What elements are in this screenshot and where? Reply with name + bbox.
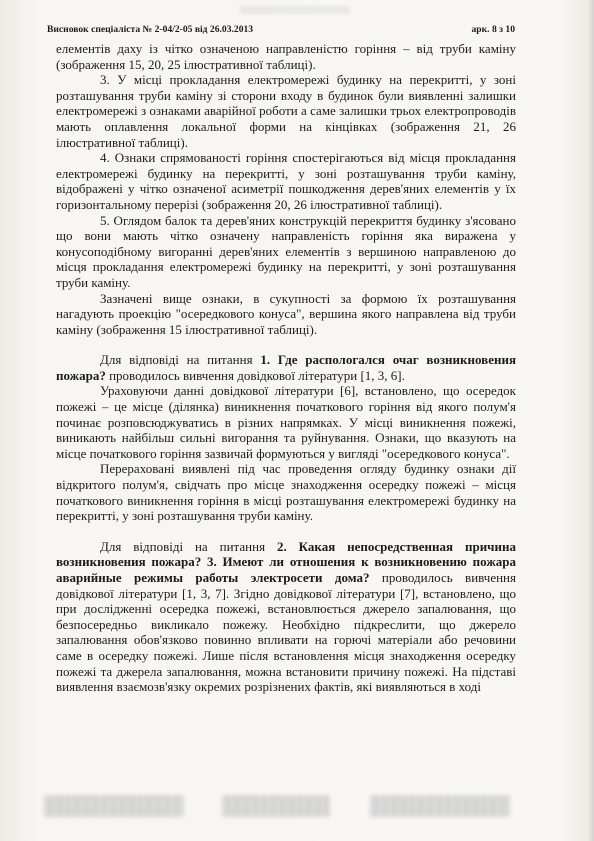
paragraph-summary: Зазначені вище ознаки, в сукупності за формою їх розташування нагадують проекцію "осередкового конуса", вершина якого направлена від труби каміну (зображення 15 ілюстративної таблиці). — [56, 290, 516, 337]
question-2-title: 2. Какая непосредственная причина возникновения пожара? 3. Имеют ли отношения к возникновению пожара аварийные режимы работы электросети дома? — [56, 538, 516, 585]
header-document-ref: Висновок спеціаліста № 2-04/2-05 від 26.03.2013 — [47, 24, 254, 35]
paragraph-conclusion-1: Перераховані виявлені під час проведення огляду будинку ознаки дії відкритого полум'я, свідчать про місце знаходження осередку пожежі – місця початкового виникнення горіння в місці розташування електромережі будинку на перекритті, у зоні розташування труби каміну. — [56, 461, 516, 524]
redacted-signature-center — [222, 795, 330, 817]
question-2-lead: Для відповіді на питання — [100, 538, 277, 554]
paragraph-definition: Ураховуючи данні довідкової літератури [6], встановлено, що осередок пожежі – це місце (ділянка) виникнення початкового горіння від якого полум'я починає розповсюджуватись в різних напрямках. У місці виникнення пожежі, виникають найбільш сильні вигорання та руйнування. Ознаки, що вказують на місце початкового горіння зазвичай формуються у вигляді "осередкового конуса". — [56, 383, 516, 461]
question-2-tail: проводилось вивчення довідкової літератури [1, 3, 7]. Згідно довідкової літератури [7], встановлено, що при дослідженні осередка пожежі, встановлюється джерело запалювання, що безпосередньо викликало пожежу. Необхідно підкреслити, що джерело запалювання обов'язково повинно впливати на горючі матеріали або речовини саме в осередку пожежі. Лише після встановлення місця знаходження осередку пожежі та джерела запалювання, можна встановити причину пожежі. На підставі виявлення взаємозв'язку окремих розрізнених фактів, які виявляються в ході — [56, 570, 516, 695]
document-body — [56, 41, 516, 695]
paragraph-continuation: елементів даху із чітко означеною направленістю горіння – від труби каміну (зображення 15, 20, 25 ілюстративної таблиці). — [56, 41, 516, 72]
paragraph-item-4: 4. Ознаки спрямованості горіння спостерігаються від місця прокладання електромережі будинку на перекритті, у зоні розташування труби каміну, відображені у чітко означеної асиметрії пошкодження дерев'яних елементів у їх горизонтальному перерізі (зображення 20, 26 ілюстративної таблиці). — [56, 150, 516, 212]
question-1-tail: проводилось вивчення довідкової літератури [1, 3, 6]. — [105, 367, 405, 383]
page-edge-shadow — [587, 0, 594, 841]
paragraph-item-5: 5. Оглядом балок та дерев'яних конструкцій перекриття будинку з'ясовано що вони мають чітко означену направленість горіння яка виражена у конусоподібному вигоранні дерев'яних елементів з вершиною направленою до місця прокладання електромережі будинку на перекритті, у зоні розташування труби каміну. — [56, 212, 516, 290]
redacted-signature-left — [44, 795, 184, 817]
paragraph-question-1 — [56, 352, 516, 383]
paragraph-item-3: 3. У місці прокладання електромережі будинку на перекритті, у зоні розташування труби каміну зі сторони входу в будинок були виявленні залишки електромережі з ознаками аварійної роботи а саме залишки трьох електропроводів мають оплавлення локальної форми на кінцівках (зображення 21, 26 ілюстративної таблиці). — [56, 72, 516, 150]
paragraph-question-2 — [56, 539, 516, 695]
redacted-signature-right — [370, 795, 510, 817]
question-1-title: 1. Где распологался очаг возникновения пожара? — [56, 352, 516, 383]
top-stamp-ghost — [240, 6, 350, 14]
question-1-lead: Для відповіді на питання — [100, 352, 261, 368]
header-page-number: арк. 8 з 10 — [471, 24, 515, 35]
